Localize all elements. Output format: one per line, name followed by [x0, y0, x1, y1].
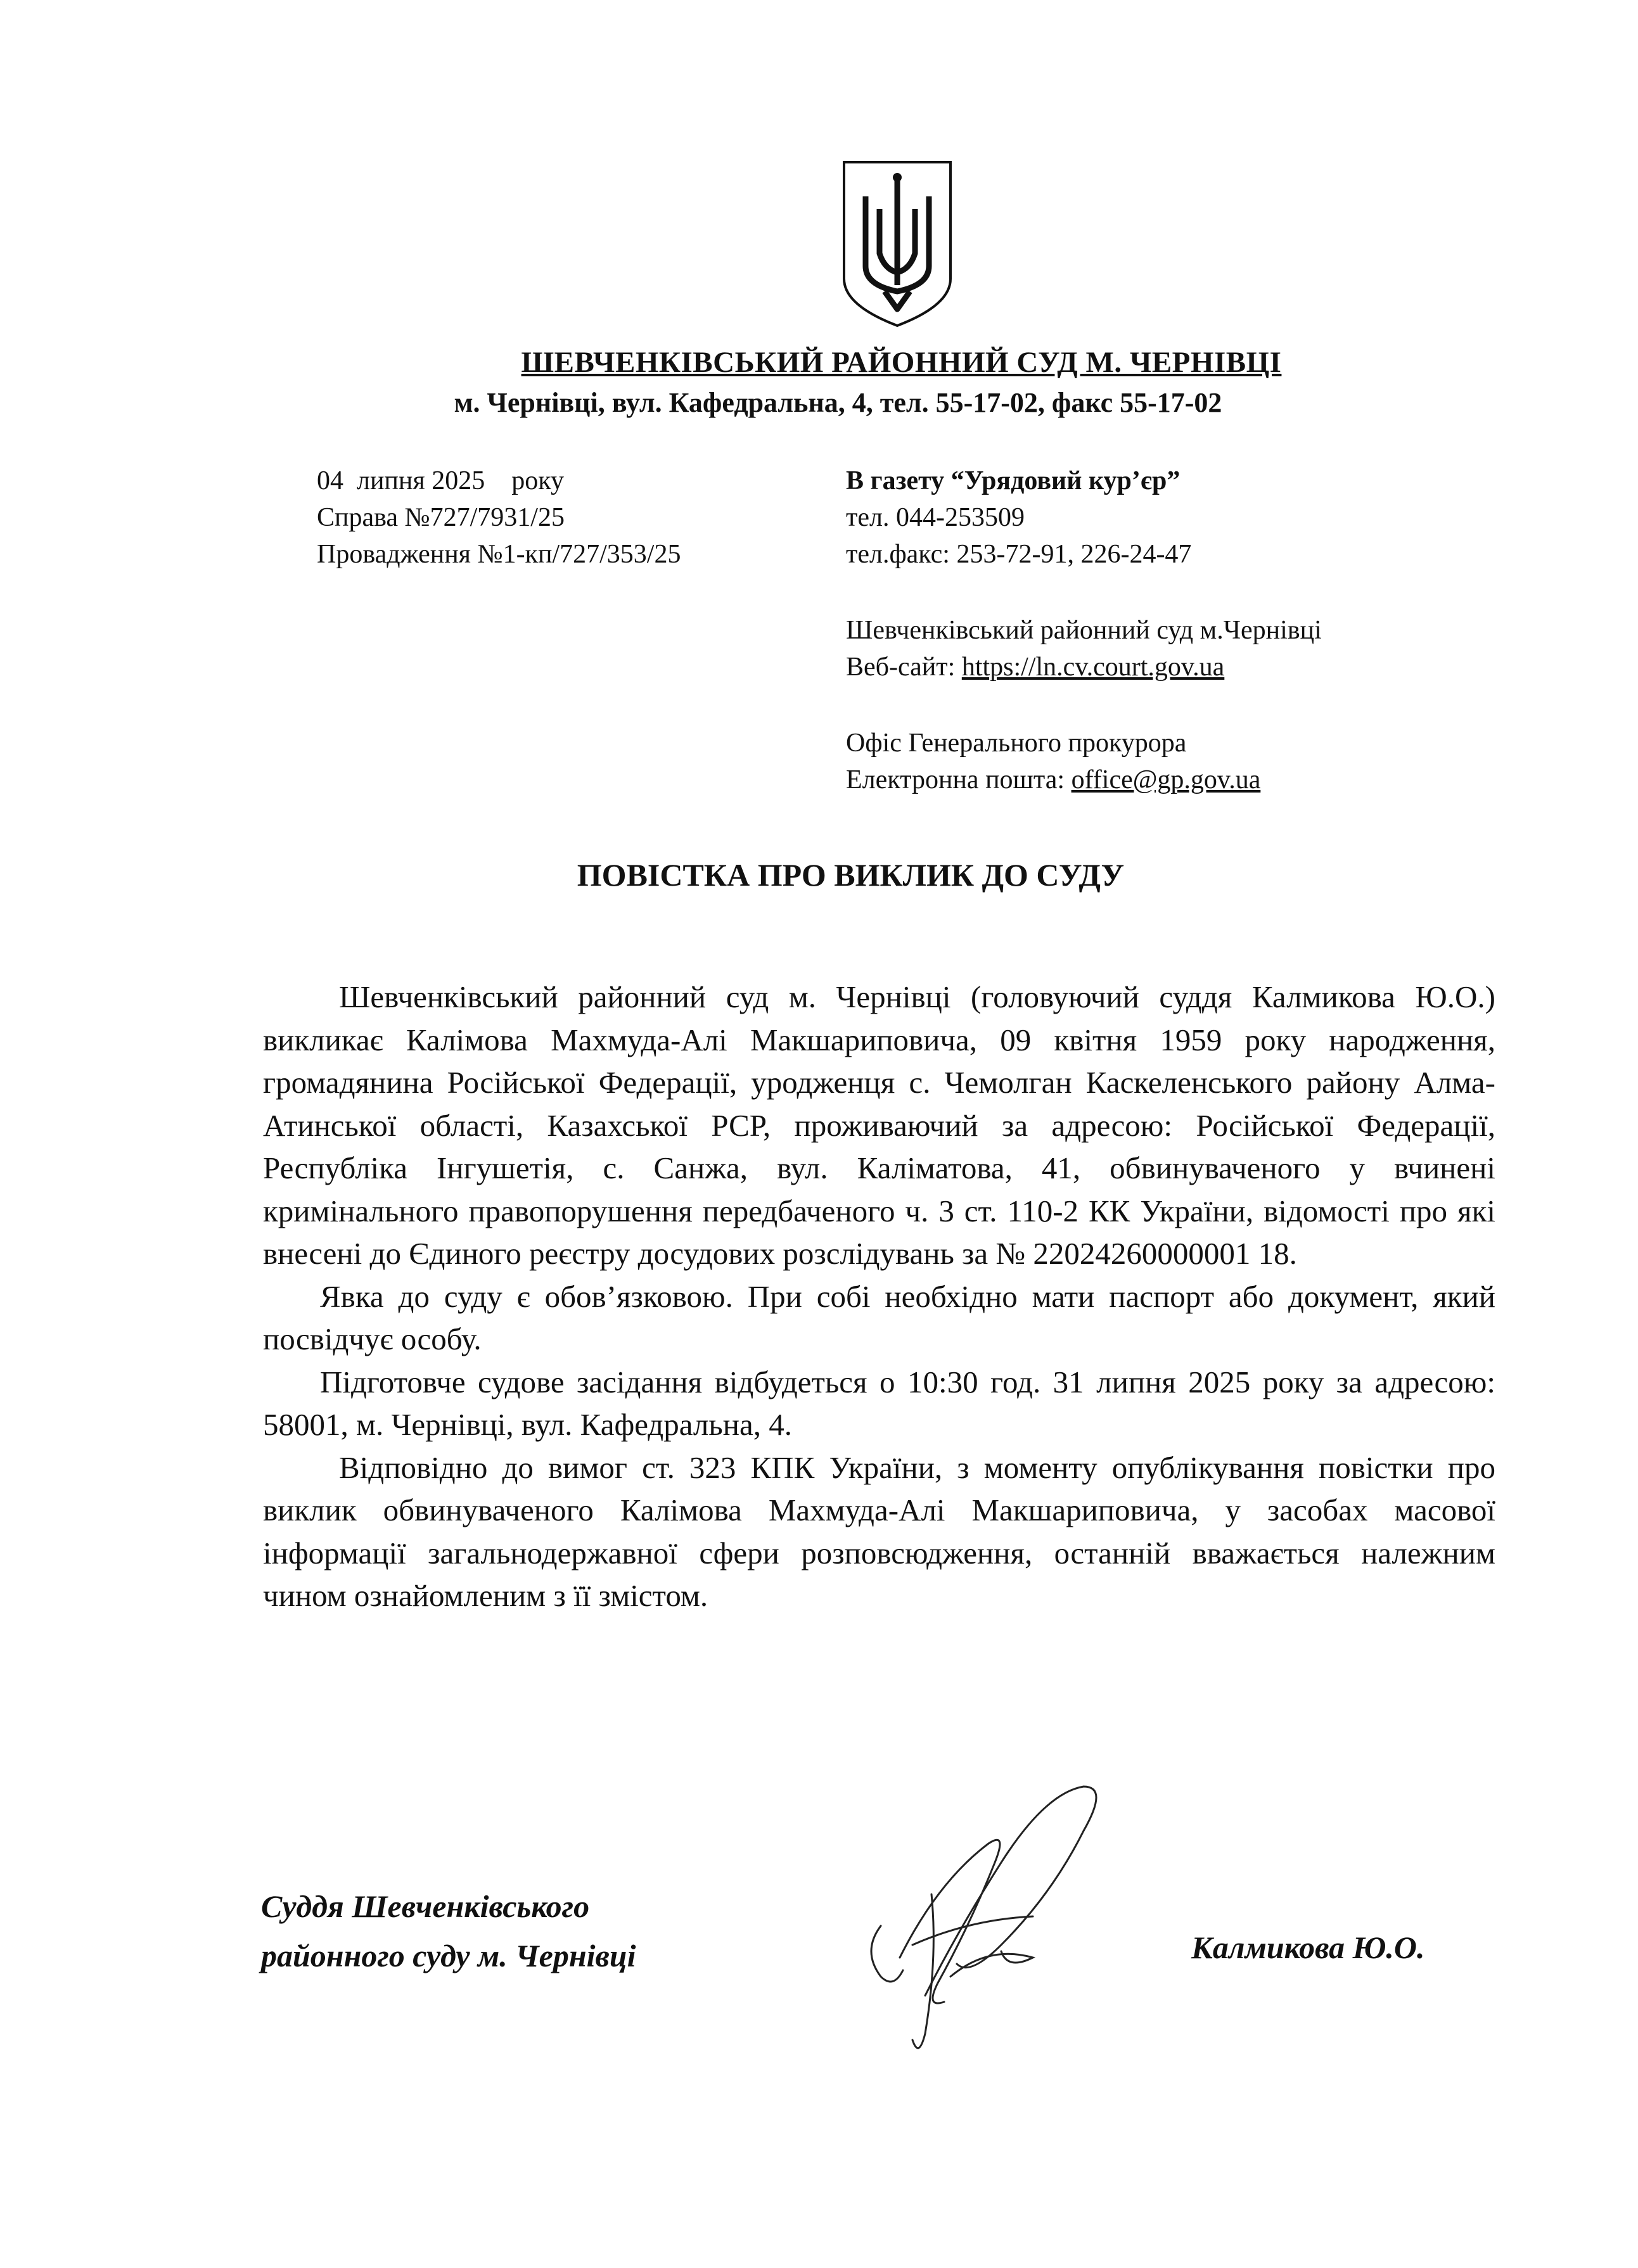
email-label: Електронна пошта: — [846, 765, 1072, 794]
document-title: ПОВІСТКА ПРО ВИКЛИК ДО СУДУ — [577, 857, 1125, 893]
newspaper-tel: тел. 044-253509 — [846, 503, 1025, 532]
email-link[interactable]: office@gp.gov.ua — [1071, 765, 1261, 794]
judge-position-line2: районного суду м. Чернівці — [261, 1938, 636, 1973]
court-name: ШЕВЧЕНКІВСЬКИЙ РАЙОННИЙ СУД М. ЧЕРНІВЦІ — [521, 346, 1282, 379]
judge-position — [261, 1882, 636, 1980]
website-label: Веб-сайт: — [846, 653, 962, 682]
handwritten-signature — [843, 1768, 1134, 2072]
case-number: Справа №727/7931/25 — [317, 503, 565, 532]
document-meta — [317, 462, 681, 573]
proceeding-number: Провадження №1-кп/727/353/25 — [317, 540, 681, 569]
judge-position-line1: Суддя Шевченківського — [261, 1889, 590, 1924]
document-body — [263, 976, 1495, 1617]
document-date: 04 липня 2025 року — [317, 466, 565, 495]
email-line — [846, 761, 1575, 798]
body-paragraph-summons: Шевченківський районний суд м. Чернівці (головуючий суддя Калмикова Ю.О.) викликає Калімова Махмуда-Алі Макшариповича, 09 квітня 1959 року народження, громадянина Російської Федерації, уродженця с. Чемолган Каскеленського району Алма-Атинської області, Казахської РСР, проживаючий за адресою: Російської Федерації, Республіка Інгушетія, с. Санжа, вул. Каліматова, 41, обвинуваченого у вчинені кримінального правопорушення передбаченого ч. 3 ст. 110-2 КК України, відомості про які внесені до Єдиного реєстру досудових розслідувань за № 22024260000001 18. — [263, 979, 1495, 1271]
court-address: м. Чернівці, вул. Кафедральна, 4, тел. 55-17-02, факс 55-17-02 — [454, 387, 1222, 418]
newspaper-recipient: В газету “Урядовий кур’єр” — [846, 466, 1181, 495]
ukraine-trident-emblem — [840, 158, 954, 329]
recipients-block — [846, 462, 1575, 798]
website-link[interactable]: https://ln.cv.court.gov.ua — [961, 653, 1225, 682]
prosecutor-recipient: Офіс Генерального прокурора — [846, 729, 1187, 758]
body-paragraph-attendance: Явка до суду є обов’язковою. При собі необхідно мати паспорт або документ, який посвідчує особу. — [263, 1278, 1495, 1356]
newspaper-telfax: тел.факс: 253-72-91, 226-24-47 — [846, 540, 1192, 569]
court-recipient: Шевченківський районний суд м.Чернівці — [846, 616, 1322, 645]
body-paragraph-legal-notice: Відповідно до вимог ст. 323 КПК України, з моменту опублікування повістки про виклик обвинуваченого Калімова Махмуда-Алі Макшариповича, у засобах масової інформації загальнодержавної сфери розповсюдження, останній вважається належним чином ознайомленим з її змістом. — [263, 1449, 1495, 1613]
website-line — [846, 649, 1575, 685]
judge-name: Калмикова Ю.О. — [1191, 1930, 1425, 1965]
body-paragraph-hearing: Підготовче судове засідання відбудеться о 10:30 год. 31 липня 2025 року за адресою: 58001, м. Чернівці, вул. Кафедральна, 4. — [263, 1364, 1495, 1442]
